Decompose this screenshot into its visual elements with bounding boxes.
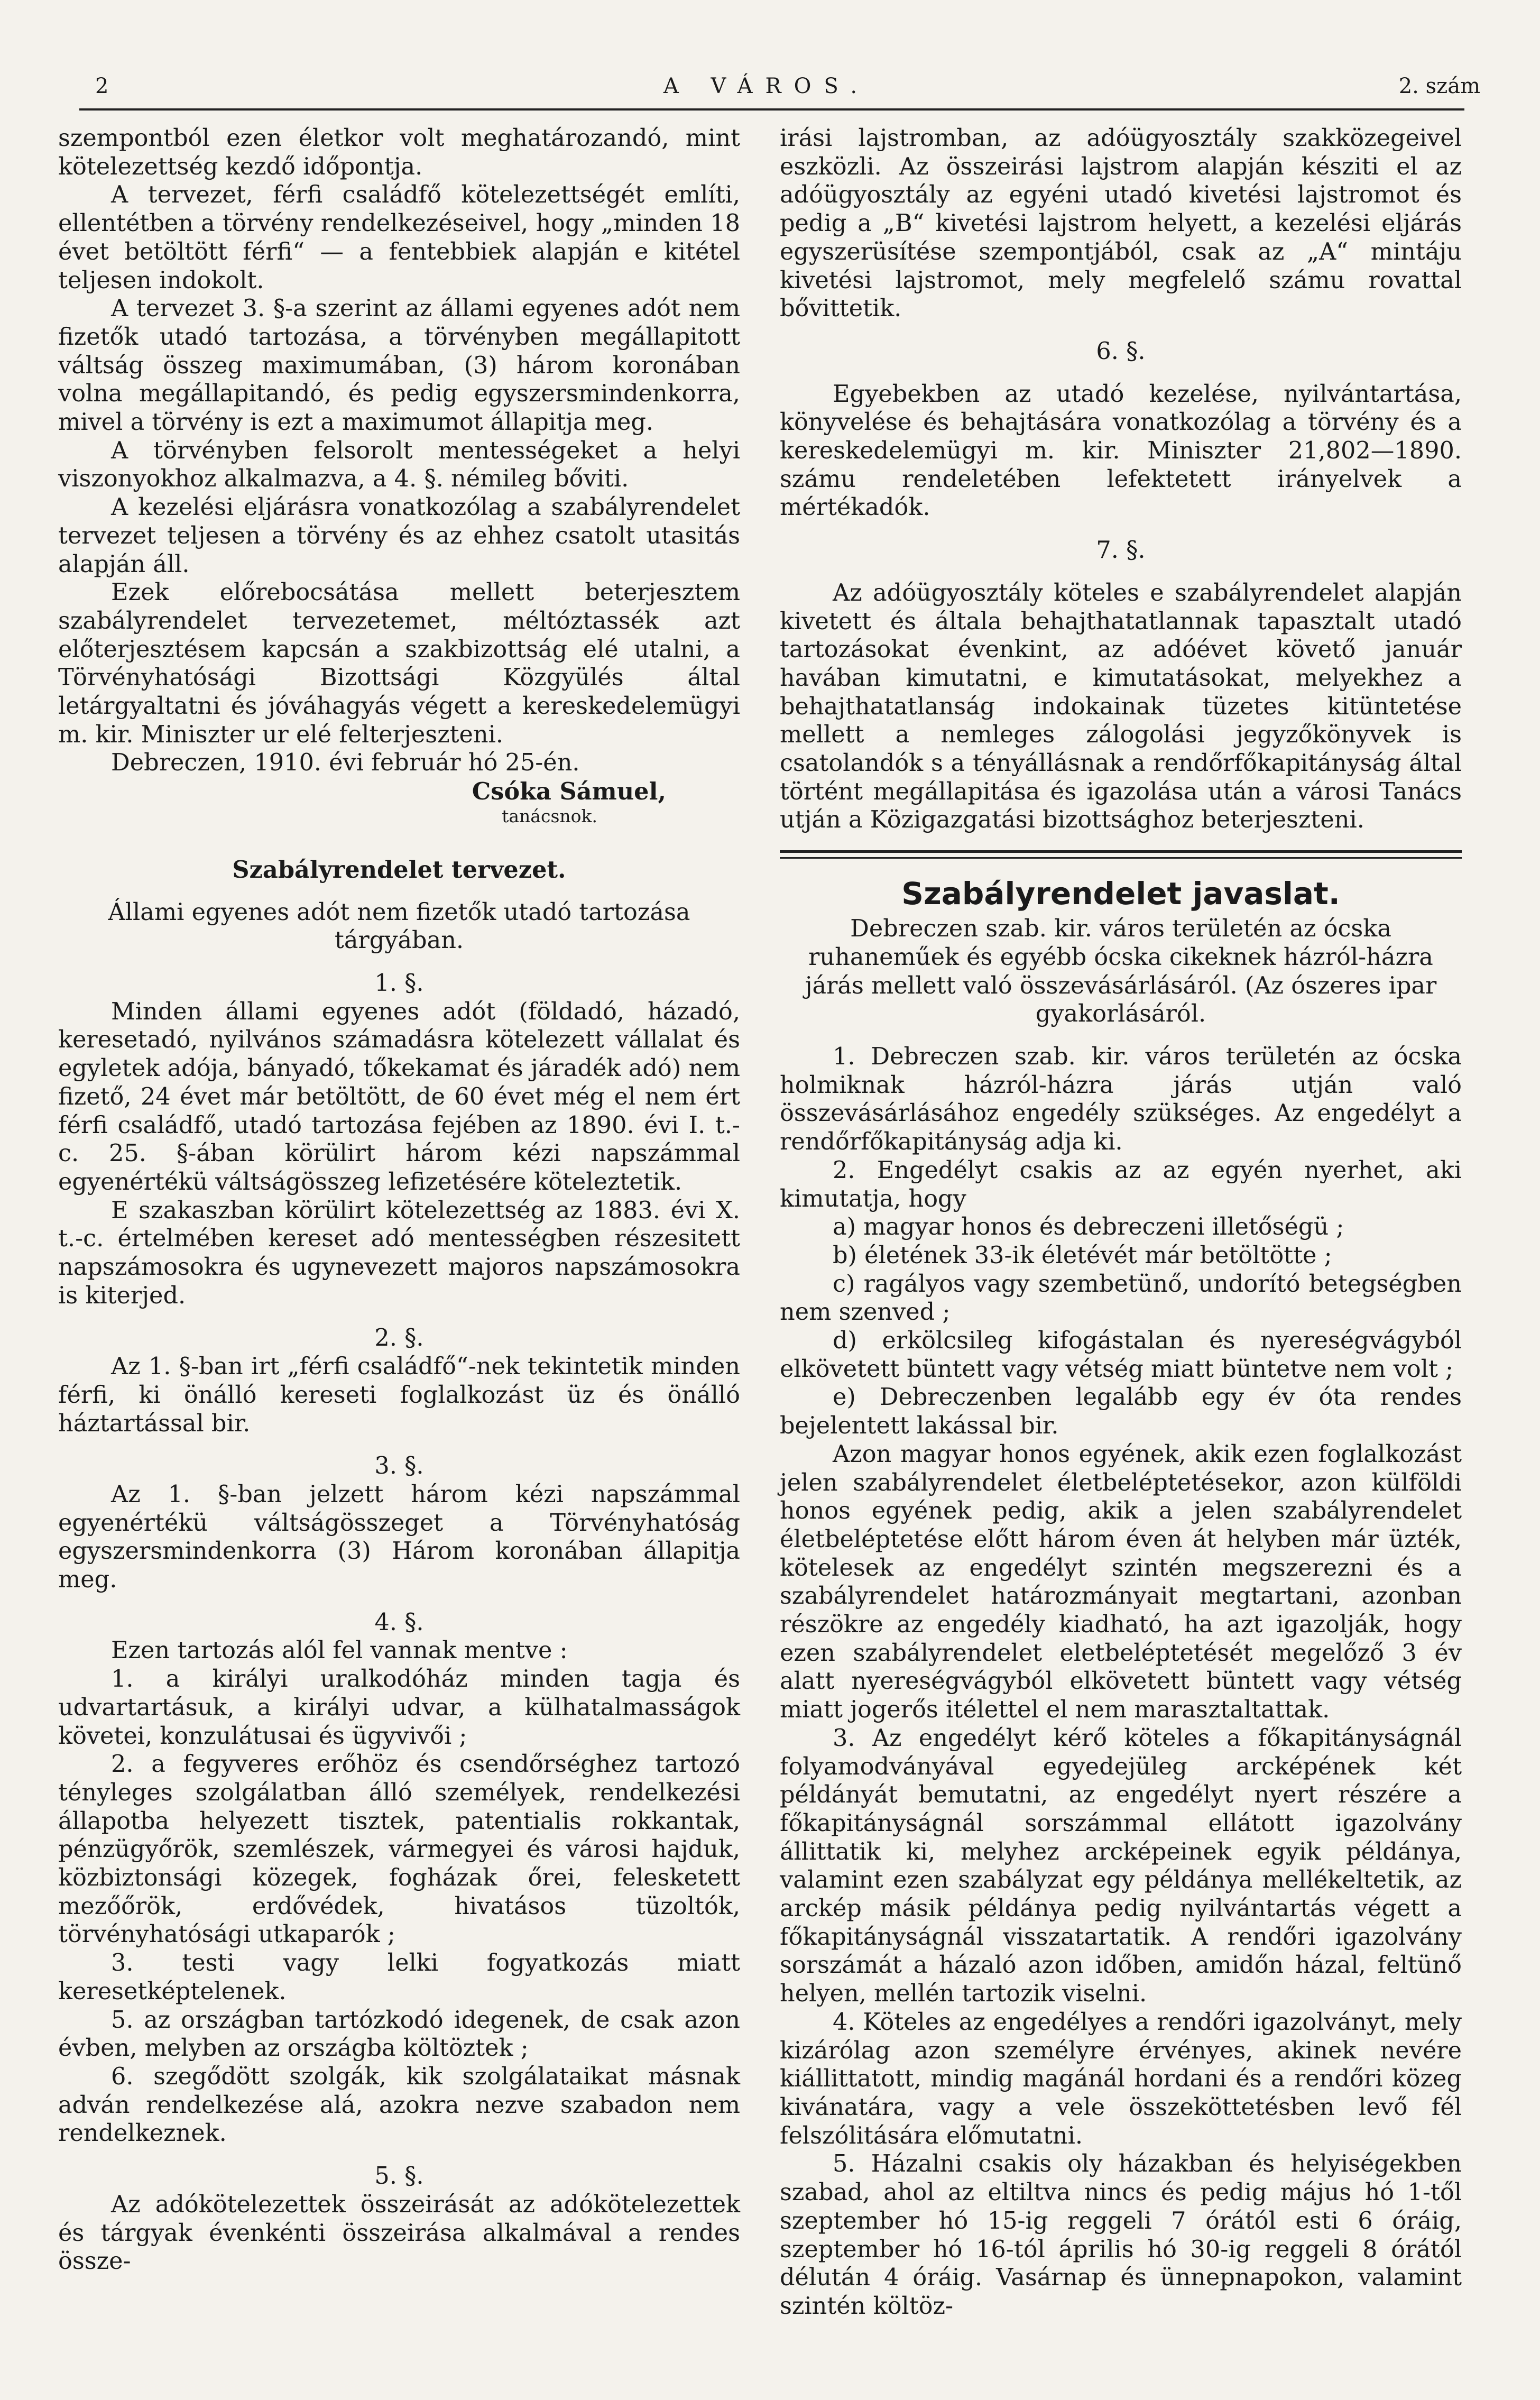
page-header — [42, 74, 1491, 106]
paragraph-s13: 5. Házalni csakis oly házakban és helyiségekben szabad, ahol az eltiltva nincs és pedig május hó 1-től szeptember hó 15-ig reggeli 7 órától esti 6 óráig, szeptember hó 16-tól április hó 30-ig reggeli 8 órától délután 4 óráig. Vasárnap és ünnepnapokon, valamint szintén költöz- — [780, 2150, 1462, 2320]
spacer — [780, 565, 1462, 579]
paragraph-l16: Minden állami egyenes adót (földadó, házadó, keresetadó, nyilvános számadásra kötelezett vállalat és egyletek adója, bányadó, tőkekamat és járadék adó) nem fizető, 24 évet már betöltött, de 60 évet még el nem ért férfi családfő, utadó tartozása fejében az 1890. évi I. t.-c. 25. §-ában körülirt három kézi napszámmal egyenértékü váltságösszeg lefizetésére köteleztetik. — [58, 997, 740, 1196]
right-column-bottom — [780, 915, 1462, 2320]
paragraph-r5: Egyebekben az utadó kezelése, nyilvántartása, könyvelése és behajtására vonatkozólag a törvény és a kereskedelemügyi m. kir. Miniszter 21,802—1890. számu rendeletében lefektetett irányelvek a mértékadók. — [780, 380, 1462, 521]
right-column — [780, 124, 1462, 2321]
paragraph-s8: d) erkölcsileg kifogástalan és nyereségvágyból elkövetett büntett vagy vétség miatt büntetve nem volt ; — [780, 1327, 1462, 1383]
paragraph-l29: 3. testi vagy lelki fogyatkozás miatt keresetképtelenek. — [58, 1949, 740, 2005]
regulation-proposal-title: Szabályrendelet javaslat. — [901, 876, 1340, 912]
paragraph-l6: Ezek előrebocsátása mellett beterjesztem szabályrendelet tervezetemet, méltóztassék azt előterjesztésem kapcsán a szakbizottság elé utalni, a Törvényhatósági Bizottsági Közgyülés által letárgyaltatni és jóváhagyás végett a kereskedelemügyi m. kir. Miniszter ur elé felterjeszteni. — [58, 578, 740, 748]
paragraph-l30: 5. az országban tartózkodó idegenek, de csak azon évben, melyben az országba költöztek ; — [58, 2006, 740, 2062]
left-column — [58, 124, 740, 2276]
paragraph-l15: 1. §. — [374, 969, 424, 997]
paragraph-s7: c) ragályos vagy szembetünő, undorító betegségben nem szenved ; — [780, 1270, 1462, 1326]
paragraph-l20: Az 1. §-ban irt „férfi családfő“-nek tekintetik minden férfi, ki önálló kereseti foglalkozást üz és önálló háztartással bir. — [58, 1353, 740, 1437]
paragraph-l5: A kezelési eljárásra vonatkozólag a szabályrendelet tervezet teljesen a törvény és az ehhez csatolt utasitás alapján áll. — [58, 493, 740, 578]
issue-number: 2. szám — [1398, 74, 1480, 98]
spacer — [58, 1310, 740, 1324]
paragraph-r9: Az adóügyosztály köteles e szabályrendelet alapján kivetett és általa behajthatatlannak tapasztalt utadó tartozásokat évenkint, az adóévet követő január havában kimutatni, e kimutatásokat, melyekhez a behajthatatlanság indokainak tüzetes kitüntetése mellett a nemleges zálogolási jegyzőkönyvek is csatolandók s a tényállásnak a rendőrfőkapitányság által történt megállapitása és igazolása után a városi Tanács utján a Közigazgatási bizottsághoz beterjeszteni. — [780, 578, 1462, 834]
paragraph-s11: 3. Az engedélyt kérő köteles a főkapitányságnál folyamodványával egyedejüleg arcképének két példányát bemutatni, az engedélyt nyert részére a főkapitányságnál sorszámmal ellátott igazolvány állittatik ki, melyhez arcképeinek egyik példánya, valamint ezen szabályzat egy példánya mellékeltetik, az arckép másik példánya pedig nyilvántartás végett a főkapitányságnál visszatartatik. A rendőri igazolvány sorszámát a házaló azon időben, amidőn házal, feltünő helyen, mellén tartozik viselni. — [780, 1724, 1462, 2008]
paragraph-s6: b) életének 33-ik életévét már betöltötte ; — [833, 1241, 1332, 1269]
paragraph-l28: 2. a fegyveres erőhöz és csendőrséghez tartozó tényleges szolgálatban álló személyek, rendelkezési állapotba helyezett tisztek, patentialis rokkantak, pénzügyőrök, szemlészek, vármegyei és városi hajduk, közbiztonsági közegek, fogházak őrei, felesketett mezőőrök, erdővédek, hivatásos tüzoltók, törvényhatósági utkaparók ; — [58, 1750, 740, 1948]
paragraph-l9: tanácsnok. — [502, 805, 597, 826]
spacer — [58, 884, 740, 898]
paragraph-l1: szempontból ezen életkor volt meghatározandó, mint kötelezettség kezdő időpontja. — [58, 124, 740, 180]
paragraph-l17: E szakaszban körülirt kötelezettség az 1883. évi X. t.-c. értelmében kereset adó mentességben részesitett napszámosokra és ugynevezett majoros napszámosokra is kiterjed. — [58, 1196, 740, 1309]
paragraph-l31: 6. szegődött szolgák, kik szolgálataikat másnak adván rendelkezése alá, azokra nezve szabadon nem rendelkeznek. — [58, 2063, 740, 2147]
paragraph-s9: e) Debreczenben legalább egy év óta rendes bejelentett lakással bir. — [780, 1383, 1462, 1440]
spacer — [780, 522, 1462, 536]
paragraph-l13: Állami egyenes adót nem fizetők utadó tartozása tárgyában. — [108, 898, 690, 954]
paragraph-l22: 3. §. — [374, 1452, 424, 1480]
paragraph-r3: 6. §. — [1096, 337, 1146, 365]
paragraph-l7: Debreczen, 1910. évi február hó 25-én. — [111, 749, 580, 777]
newspaper-title: A VÁROS. — [663, 74, 870, 98]
spacer — [780, 323, 1462, 337]
paragraph-r1: irási lajstromban, az adóügyosztály szakközegeivel eszközli. Az összeirási lajstrom alapján késziti el az adóügyosztály az egyéni utadó kivetési lajstromot és pedig a „B“ kivetési lajstrom helyett, a kezelési eljárás egyszerüsítése szempontjából, csak az „A“ mintáju kivetési lajstromot, mely megfelelő számu rovattal bővittetik. — [780, 124, 1462, 323]
paragraph-s10: Azon magyar honos egyének, akik ezen foglalkozást jelen szabályrendelet életbeléptetésekor, azon külföldi honos egyének pedig, akik a jelen szabályrendelet életbeléptetése előtt három éven át helyben már üzték, kötelesek az engedélyt szintén megszerezni és a szabályrendelet határozmányait megtartani, azonban részökre az engedély kiadható, ha azt igazolják, hogy ezen szabályrendelet eletbeléptetését megelőző 3 év alatt nyereségvágyból elkövetett büntett vagy vétség miatt jogerős itélettel el nem marasztaltattak. — [780, 1440, 1462, 1724]
spacer — [58, 1438, 740, 1452]
paragraph-l3: A tervezet 3. §-a szerint az állami egyenes adót nem fizetők utadó tartozása, a törvényben megállapitott váltság összeg maximumában, (3) három koronában volna megállapitandó, és pedig egyszersmindenkorra, mivel a törvény is ezt a maximumot állapitja meg. — [58, 295, 740, 436]
paragraph-l26: Ezen tartozás alól fel vannak mentve : — [111, 1636, 568, 1665]
spacer — [58, 1594, 740, 1608]
paragraph-s12: 4. Köteles az engedélyes a rendőri igazolványt, mely kizárólag azon személyre érvényes, akinek nevére kiállittatott, mindig magánál hordani és a rendőri közeg kivánatára, vagy a vele összeköttetésben levő fél felszólitására előmutatni. — [780, 2008, 1462, 2149]
paragraph-r7: 7. §. — [1096, 536, 1146, 564]
paragraph-s1: Debreczen szab. kir. város területén az ócska ruhaneműek és egyébb ócska cikeknek házról-házra járás mellett való összevásárlásáról. (Az ószeres ipar gyakorlásáról. — [805, 915, 1437, 1028]
spacer — [780, 1028, 1462, 1043]
paragraph-l23: Az 1. §-ban jelzett három kézi napszámmal egyenértékü váltságösszeget a Törvényhatóság egyszersmindenkorra (3) Három koronában állapitja meg. — [58, 1480, 740, 1594]
paragraph-l8: Csóka Sámuel, — [472, 777, 666, 806]
page-number: 2 — [95, 74, 109, 98]
spacer — [58, 955, 740, 969]
paragraph-l25: 4. §. — [374, 1608, 424, 1636]
paragraph-l11: Szabályrendelet tervezet. — [232, 855, 566, 884]
paragraph-s4: 2. Engedélyt csakis az az egyén nyerhet, aki kimutatja, hogy — [780, 1156, 1462, 1212]
paragraph-l4: A törvényben felsorolt mentességeket a helyi viszonyokhoz alkalmazva, a 4. §. némileg bőviti. — [58, 436, 740, 493]
paragraph-s3: 1. Debreczen szab. kir. város területén az ócska holmiknak házról-házra járás utján való összevásárlásához engedély szükséges. Az engedélyt a rendőrfőkapitányság adja ki. — [780, 1042, 1462, 1156]
paragraph-l27: 1. a királyi uralkodóház minden tagja és udvartartásuk, a királyi udvar, a külhatalmasságok követei, konzulátusai és ügyvivői ; — [58, 1665, 740, 1750]
paragraph-l2: A tervezet, férfi családfő kötelezettségét említi, ellentétben a törvény rendelkezéseivel, hogy „minden 18 évet betöltött férfi“ — a fentebbiek alapján e kitétel teljesen indokolt. — [58, 181, 740, 294]
spacer — [58, 2148, 740, 2162]
spacer — [58, 827, 740, 856]
paragraph-s5: a) magyar honos és debreczeni illetőségü ; — [833, 1213, 1344, 1241]
paragraph-l33: 5. §. — [374, 2162, 424, 2190]
section-rule — [780, 850, 1462, 859]
spacer — [780, 366, 1462, 380]
paragraph-l19: 2. §. — [374, 1324, 424, 1352]
header-rule — [79, 108, 1464, 111]
paragraph-l34: Az adókötelezettek összeirását az adókötelezettek és tárgyak évenkénti összeirása alkalmával a rendes össze- — [58, 2190, 740, 2275]
right-column-top — [780, 124, 1462, 834]
